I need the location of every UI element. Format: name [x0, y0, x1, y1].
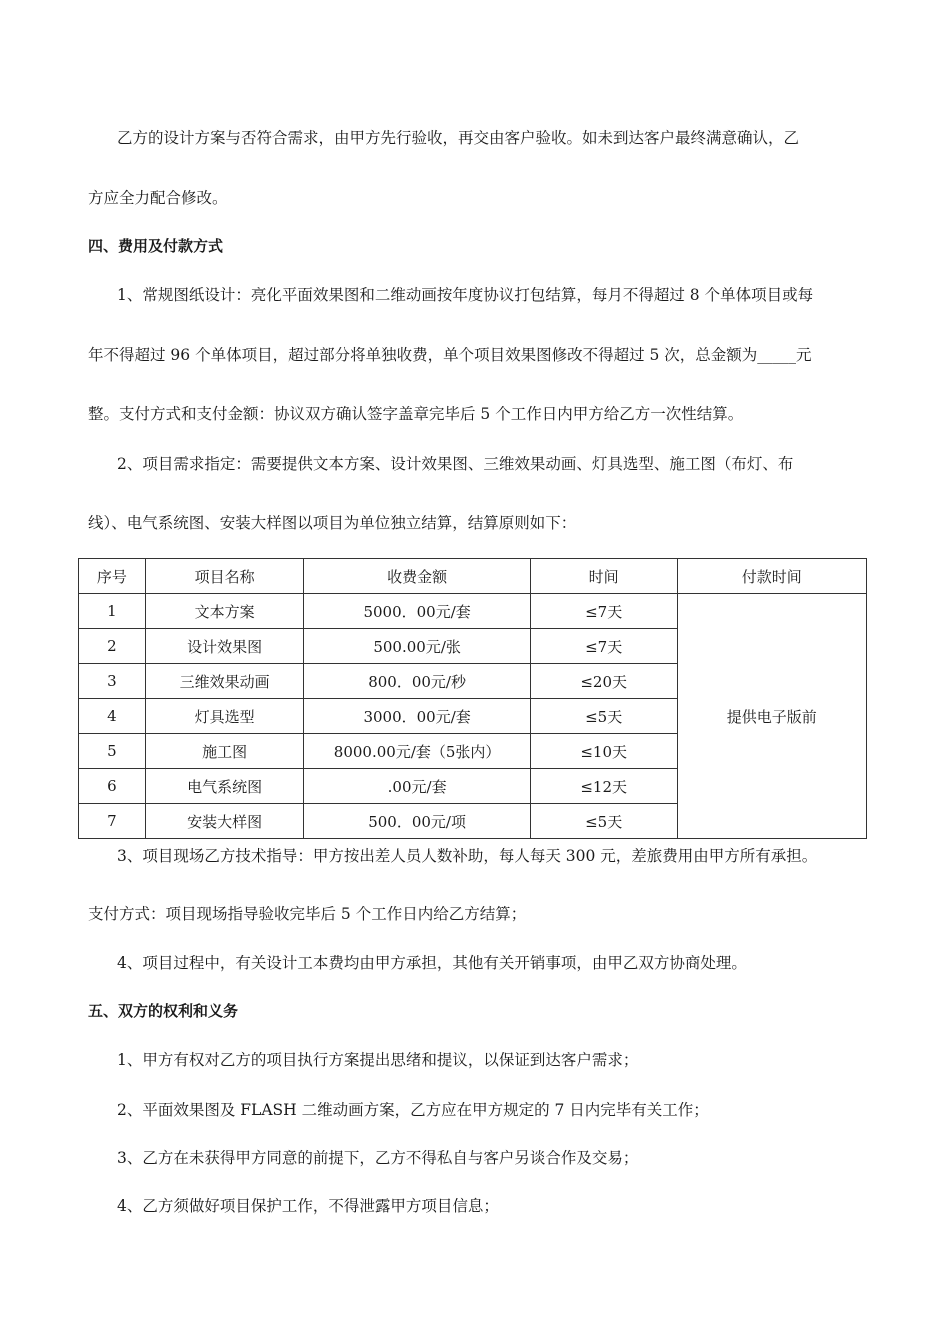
- paragraph-line: 方应全力配合修改。: [88, 189, 228, 207]
- paragraph-line: 线）、电气系统图、安装大样图以项目为单位独立结算，结算原则如下：: [88, 514, 577, 532]
- cell-fee: 500.00元/张: [304, 629, 530, 664]
- cell-name: 灯具选型: [145, 699, 304, 734]
- cell-name: 三维效果动画: [145, 664, 304, 699]
- fee-table: [78, 558, 867, 839]
- column-header-no: 序号: [79, 559, 146, 594]
- cell-fee: 800．00元/秒: [304, 664, 530, 699]
- cell-time: ≤7天: [530, 594, 677, 629]
- paragraph-line: 乙方的设计方案与否符合需求，由甲方先行验收，再交由客户验收。如未到达客户最终满意确认，乙: [117, 129, 800, 147]
- paragraph-line: 年不得超过 96 个单体项目，超过部分将单独收费，单个项目效果图修改不得超过 5 次，总金额为_____元: [88, 346, 812, 364]
- paragraph-line: 支付方式：项目现场指导验收完毕后 5 个工作日内给乙方结算；: [88, 905, 527, 923]
- table-header-row: [79, 559, 867, 594]
- cell-fee: 3000．00元/套: [304, 699, 530, 734]
- cell-fee: 500．00元/项: [304, 804, 530, 839]
- cell-fee: 5000．00元/套: [304, 594, 530, 629]
- paragraph-line: 3、项目现场乙方技术指导：甲方按出差人员人数补助，每人每天 300 元，差旅费用由甲方所有承担。: [117, 847, 818, 865]
- section-heading: 五、双方的权利和义务: [88, 1002, 239, 1020]
- cell-no: 7: [79, 804, 146, 839]
- section-heading: 四、费用及付款方式: [88, 237, 224, 255]
- paragraph-line: 2、项目需求指定：需要提供文本方案、设计效果图、三维效果动画、灯具选型、施工图（布灯、布: [117, 455, 794, 473]
- cell-name: 文本方案: [145, 594, 304, 629]
- cell-name: 施工图: [145, 734, 304, 769]
- cell-no: 4: [79, 699, 146, 734]
- cell-name: 电气系统图: [145, 769, 304, 804]
- cell-time: ≤20天: [530, 664, 677, 699]
- cell-payment-time: 提供电子版前: [677, 594, 867, 839]
- table-row: [79, 594, 867, 629]
- list-item: 4、乙方须做好项目保护工作，不得泄露甲方项目信息；: [117, 1197, 499, 1215]
- cell-no: 6: [79, 769, 146, 804]
- list-item: 1、甲方有权对乙方的项目执行方案提出思绪和提议，以保证到达客户需求；: [117, 1051, 639, 1069]
- cell-no: 5: [79, 734, 146, 769]
- paragraph-line: 1、常规图纸设计：亮化平面效果图和二维动画按年度协议打包结算，每月不得超过 8 个单体项目或每: [117, 286, 814, 304]
- cell-no: 2: [79, 629, 146, 664]
- cell-time: ≤10天: [530, 734, 677, 769]
- cell-time: ≤12天: [530, 769, 677, 804]
- paragraph-line: 整。支付方式和支付金额：协议双方确认签字盖章完毕后 5 个工作日内甲方给乙方一次性结算。: [88, 405, 744, 423]
- cell-time: ≤7天: [530, 629, 677, 664]
- cell-name: 安装大样图: [145, 804, 304, 839]
- cell-no: 3: [79, 664, 146, 699]
- cell-time: ≤5天: [530, 699, 677, 734]
- cell-name: 设计效果图: [145, 629, 304, 664]
- cell-fee: .00元/套: [304, 769, 530, 804]
- column-header-name: 项目名称: [145, 559, 304, 594]
- column-header-time: 时间: [530, 559, 677, 594]
- column-header-payment-time: 付款时间: [677, 559, 867, 594]
- paragraph-line: 4、项目过程中，有关设计工本费均由甲方承担，其他有关开销事项，由甲乙双方协商处理。: [117, 954, 747, 972]
- list-item: 2、平面效果图及 FLASH 二维动画方案，乙方应在甲方规定的 7 日内完毕有关工作；: [117, 1101, 709, 1119]
- cell-fee: 8000.00元/套（5张内）: [304, 734, 530, 769]
- cell-no: 1: [79, 594, 146, 629]
- column-header-fee: 收费金额: [304, 559, 530, 594]
- cell-time: ≤5天: [530, 804, 677, 839]
- list-item: 3、乙方在未获得甲方同意的前提下，乙方不得私自与客户另谈合作及交易；: [117, 1149, 639, 1167]
